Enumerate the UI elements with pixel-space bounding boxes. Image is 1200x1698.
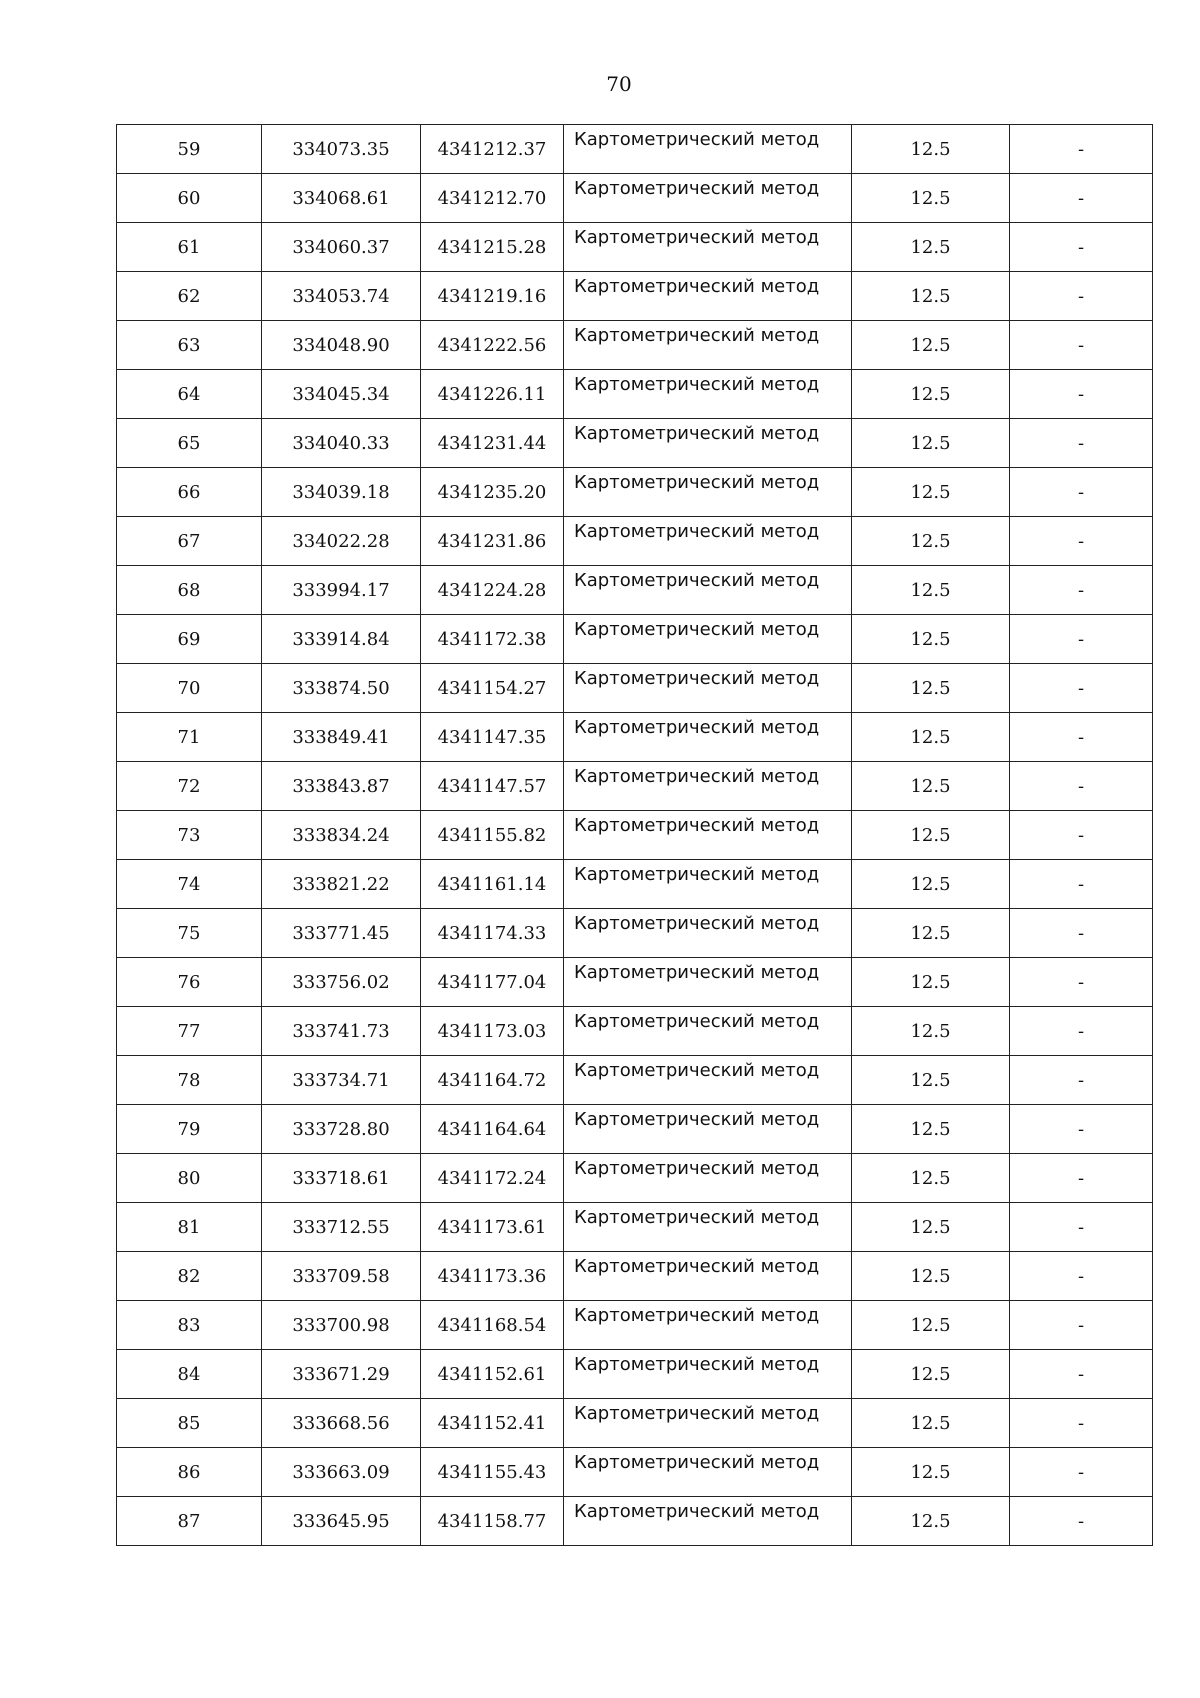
method-cell: Картометрический метод	[564, 1203, 852, 1252]
method-cell: Картометрический метод	[564, 1350, 852, 1399]
table-row	[117, 909, 1153, 958]
x-coordinate-cell: 334073.35	[262, 125, 421, 174]
x-coordinate-cell: 333874.50	[262, 664, 421, 713]
note-cell: -	[1010, 615, 1153, 664]
point-number-cell: 68	[117, 566, 262, 615]
note-cell: -	[1010, 1448, 1153, 1497]
precision-cell: 12.5	[852, 1252, 1010, 1301]
point-number-cell: 80	[117, 1154, 262, 1203]
x-coordinate-cell: 333756.02	[262, 958, 421, 1007]
x-coordinate-cell: 333994.17	[262, 566, 421, 615]
point-number-cell: 81	[117, 1203, 262, 1252]
x-coordinate-cell: 333741.73	[262, 1007, 421, 1056]
method-cell: Картометрический метод	[564, 1007, 852, 1056]
x-coordinate-cell: 333718.61	[262, 1154, 421, 1203]
x-coordinate-cell: 334060.37	[262, 223, 421, 272]
precision-cell: 12.5	[852, 1154, 1010, 1203]
precision-cell: 12.5	[852, 125, 1010, 174]
point-number-cell: 69	[117, 615, 262, 664]
x-coordinate-cell: 333771.45	[262, 909, 421, 958]
y-coordinate-cell: 4341212.37	[421, 125, 564, 174]
point-number-cell: 64	[117, 370, 262, 419]
y-coordinate-cell: 4341154.27	[421, 664, 564, 713]
point-number-cell: 61	[117, 223, 262, 272]
y-coordinate-cell: 4341215.28	[421, 223, 564, 272]
table-body	[117, 125, 1153, 1546]
x-coordinate-cell: 333849.41	[262, 713, 421, 762]
x-coordinate-cell: 334068.61	[262, 174, 421, 223]
precision-cell: 12.5	[852, 517, 1010, 566]
point-number-cell: 83	[117, 1301, 262, 1350]
precision-cell: 12.5	[852, 713, 1010, 762]
point-number-cell: 78	[117, 1056, 262, 1105]
table-row	[117, 1399, 1153, 1448]
point-number-cell: 74	[117, 860, 262, 909]
x-coordinate-cell: 333843.87	[262, 762, 421, 811]
table-row	[117, 174, 1153, 223]
precision-cell: 12.5	[852, 811, 1010, 860]
method-cell: Картометрический метод	[564, 1399, 852, 1448]
y-coordinate-cell: 4341164.72	[421, 1056, 564, 1105]
method-cell: Картометрический метод	[564, 125, 852, 174]
y-coordinate-cell: 4341152.61	[421, 1350, 564, 1399]
page-number: 70	[606, 72, 632, 96]
point-number-cell: 59	[117, 125, 262, 174]
point-number-cell: 72	[117, 762, 262, 811]
point-number-cell: 71	[117, 713, 262, 762]
note-cell: -	[1010, 517, 1153, 566]
table-row	[117, 811, 1153, 860]
precision-cell: 12.5	[852, 1497, 1010, 1546]
y-coordinate-cell: 4341147.57	[421, 762, 564, 811]
note-cell: -	[1010, 419, 1153, 468]
method-cell: Картометрический метод	[564, 811, 852, 860]
x-coordinate-cell: 333700.98	[262, 1301, 421, 1350]
table-row	[117, 1252, 1153, 1301]
point-number-cell: 66	[117, 468, 262, 517]
method-cell: Картометрический метод	[564, 1252, 852, 1301]
table-row	[117, 1007, 1153, 1056]
precision-cell: 12.5	[852, 174, 1010, 223]
table-row	[117, 1105, 1153, 1154]
x-coordinate-cell: 333914.84	[262, 615, 421, 664]
x-coordinate-cell: 334022.28	[262, 517, 421, 566]
precision-cell: 12.5	[852, 860, 1010, 909]
note-cell: -	[1010, 1301, 1153, 1350]
table-row	[117, 1301, 1153, 1350]
precision-cell: 12.5	[852, 1448, 1010, 1497]
point-number-cell: 63	[117, 321, 262, 370]
precision-cell: 12.5	[852, 566, 1010, 615]
table-row	[117, 615, 1153, 664]
point-number-cell: 73	[117, 811, 262, 860]
table-row	[117, 468, 1153, 517]
note-cell: -	[1010, 223, 1153, 272]
table-row	[117, 1056, 1153, 1105]
method-cell: Картометрический метод	[564, 909, 852, 958]
x-coordinate-cell: 333668.56	[262, 1399, 421, 1448]
precision-cell: 12.5	[852, 1350, 1010, 1399]
note-cell: -	[1010, 958, 1153, 1007]
y-coordinate-cell: 4341152.41	[421, 1399, 564, 1448]
point-number-cell: 76	[117, 958, 262, 1007]
note-cell: -	[1010, 1007, 1153, 1056]
y-coordinate-cell: 4341222.56	[421, 321, 564, 370]
table-row	[117, 958, 1153, 1007]
note-cell: -	[1010, 860, 1153, 909]
method-cell: Картометрический метод	[564, 1056, 852, 1105]
table-row	[117, 517, 1153, 566]
precision-cell: 12.5	[852, 1301, 1010, 1350]
y-coordinate-cell: 4341173.36	[421, 1252, 564, 1301]
note-cell: -	[1010, 909, 1153, 958]
y-coordinate-cell: 4341173.61	[421, 1203, 564, 1252]
x-coordinate-cell: 334039.18	[262, 468, 421, 517]
x-coordinate-cell: 333728.80	[262, 1105, 421, 1154]
note-cell: -	[1010, 1252, 1153, 1301]
table-row	[117, 1448, 1153, 1497]
point-number-cell: 84	[117, 1350, 262, 1399]
x-coordinate-cell: 333645.95	[262, 1497, 421, 1546]
y-coordinate-cell: 4341155.82	[421, 811, 564, 860]
table-row	[117, 272, 1153, 321]
method-cell: Картометрический метод	[564, 468, 852, 517]
point-number-cell: 79	[117, 1105, 262, 1154]
precision-cell: 12.5	[852, 664, 1010, 713]
table-row	[117, 370, 1153, 419]
point-number-cell: 65	[117, 419, 262, 468]
precision-cell: 12.5	[852, 958, 1010, 1007]
note-cell: -	[1010, 370, 1153, 419]
note-cell: -	[1010, 713, 1153, 762]
note-cell: -	[1010, 174, 1153, 223]
precision-cell: 12.5	[852, 1056, 1010, 1105]
method-cell: Картометрический метод	[564, 664, 852, 713]
point-number-cell: 60	[117, 174, 262, 223]
point-number-cell: 75	[117, 909, 262, 958]
y-coordinate-cell: 4341219.16	[421, 272, 564, 321]
point-number-cell: 86	[117, 1448, 262, 1497]
x-coordinate-cell: 333671.29	[262, 1350, 421, 1399]
note-cell: -	[1010, 1350, 1153, 1399]
table-row	[117, 1350, 1153, 1399]
y-coordinate-cell: 4341226.11	[421, 370, 564, 419]
note-cell: -	[1010, 1399, 1153, 1448]
x-coordinate-cell: 334048.90	[262, 321, 421, 370]
method-cell: Картометрический метод	[564, 321, 852, 370]
x-coordinate-cell: 333821.22	[262, 860, 421, 909]
coordinates-table	[116, 124, 1153, 1546]
note-cell: -	[1010, 468, 1153, 517]
x-coordinate-cell: 333834.24	[262, 811, 421, 860]
precision-cell: 12.5	[852, 272, 1010, 321]
precision-cell: 12.5	[852, 223, 1010, 272]
y-coordinate-cell: 4341174.33	[421, 909, 564, 958]
method-cell: Картометрический метод	[564, 566, 852, 615]
x-coordinate-cell: 334040.33	[262, 419, 421, 468]
table-row	[117, 566, 1153, 615]
x-coordinate-cell: 334045.34	[262, 370, 421, 419]
y-coordinate-cell: 4341172.38	[421, 615, 564, 664]
table-row	[117, 860, 1153, 909]
method-cell: Картометрический метод	[564, 762, 852, 811]
point-number-cell: 87	[117, 1497, 262, 1546]
note-cell: -	[1010, 321, 1153, 370]
table-row	[117, 321, 1153, 370]
y-coordinate-cell: 4341177.04	[421, 958, 564, 1007]
method-cell: Картометрический метод	[564, 1497, 852, 1546]
precision-cell: 12.5	[852, 762, 1010, 811]
y-coordinate-cell: 4341173.03	[421, 1007, 564, 1056]
table-row	[117, 223, 1153, 272]
precision-cell: 12.5	[852, 468, 1010, 517]
note-cell: -	[1010, 1497, 1153, 1546]
y-coordinate-cell: 4341164.64	[421, 1105, 564, 1154]
note-cell: -	[1010, 762, 1153, 811]
point-number-cell: 70	[117, 664, 262, 713]
precision-cell: 12.5	[852, 370, 1010, 419]
x-coordinate-cell: 334053.74	[262, 272, 421, 321]
method-cell: Картометрический метод	[564, 713, 852, 762]
y-coordinate-cell: 4341161.14	[421, 860, 564, 909]
precision-cell: 12.5	[852, 909, 1010, 958]
method-cell: Картометрический метод	[564, 958, 852, 1007]
method-cell: Картометрический метод	[564, 370, 852, 419]
y-coordinate-cell: 4341235.20	[421, 468, 564, 517]
y-coordinate-cell: 4341231.44	[421, 419, 564, 468]
note-cell: -	[1010, 1056, 1153, 1105]
table-row	[117, 713, 1153, 762]
method-cell: Картометрический метод	[564, 174, 852, 223]
note-cell: -	[1010, 1154, 1153, 1203]
note-cell: -	[1010, 664, 1153, 713]
point-number-cell: 77	[117, 1007, 262, 1056]
precision-cell: 12.5	[852, 1399, 1010, 1448]
method-cell: Картометрический метод	[564, 860, 852, 909]
precision-cell: 12.5	[852, 1203, 1010, 1252]
point-number-cell: 62	[117, 272, 262, 321]
table-row	[117, 664, 1153, 713]
table-row	[117, 125, 1153, 174]
precision-cell: 12.5	[852, 1007, 1010, 1056]
precision-cell: 12.5	[852, 321, 1010, 370]
note-cell: -	[1010, 272, 1153, 321]
method-cell: Картометрический метод	[564, 1105, 852, 1154]
method-cell: Картометрический метод	[564, 223, 852, 272]
x-coordinate-cell: 333712.55	[262, 1203, 421, 1252]
x-coordinate-cell: 333709.58	[262, 1252, 421, 1301]
point-number-cell: 82	[117, 1252, 262, 1301]
y-coordinate-cell: 4341224.28	[421, 566, 564, 615]
note-cell: -	[1010, 1105, 1153, 1154]
table-row	[117, 1497, 1153, 1546]
x-coordinate-cell: 333663.09	[262, 1448, 421, 1497]
method-cell: Картометрический метод	[564, 272, 852, 321]
method-cell: Картометрический метод	[564, 615, 852, 664]
y-coordinate-cell: 4341155.43	[421, 1448, 564, 1497]
y-coordinate-cell: 4341147.35	[421, 713, 564, 762]
note-cell: -	[1010, 1203, 1153, 1252]
method-cell: Картометрический метод	[564, 1448, 852, 1497]
method-cell: Картометрический метод	[564, 1301, 852, 1350]
method-cell: Картометрический метод	[564, 419, 852, 468]
note-cell: -	[1010, 566, 1153, 615]
method-cell: Картометрический метод	[564, 517, 852, 566]
precision-cell: 12.5	[852, 1105, 1010, 1154]
x-coordinate-cell: 333734.71	[262, 1056, 421, 1105]
table-row	[117, 1203, 1153, 1252]
table-row	[117, 762, 1153, 811]
point-number-cell: 85	[117, 1399, 262, 1448]
y-coordinate-cell: 4341231.86	[421, 517, 564, 566]
table-row	[117, 1154, 1153, 1203]
y-coordinate-cell: 4341158.77	[421, 1497, 564, 1546]
note-cell: -	[1010, 811, 1153, 860]
method-cell: Картометрический метод	[564, 1154, 852, 1203]
note-cell: -	[1010, 125, 1153, 174]
point-number-cell: 67	[117, 517, 262, 566]
y-coordinate-cell: 4341212.70	[421, 174, 564, 223]
y-coordinate-cell: 4341172.24	[421, 1154, 564, 1203]
table-row	[117, 419, 1153, 468]
precision-cell: 12.5	[852, 615, 1010, 664]
y-coordinate-cell: 4341168.54	[421, 1301, 564, 1350]
precision-cell: 12.5	[852, 419, 1010, 468]
